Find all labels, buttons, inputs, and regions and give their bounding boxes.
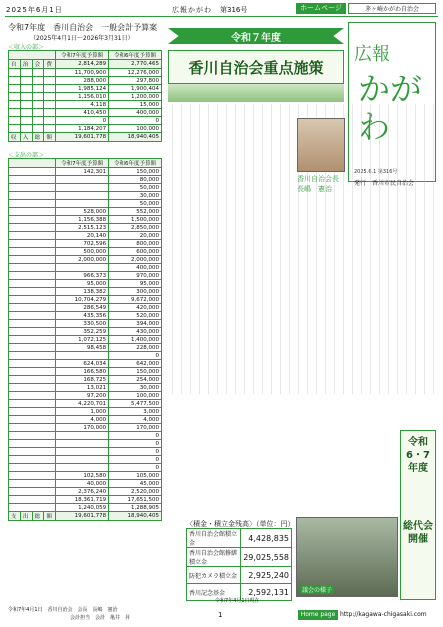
table-row (9, 232, 162, 240)
table-row (9, 248, 162, 256)
table-cell: 2,376,240 (56, 488, 109, 496)
newsletter-name: 広報かがわ (172, 6, 212, 14)
table-cell: 香川記念基金 (187, 584, 241, 601)
table-row (9, 360, 162, 368)
table-row (9, 480, 162, 488)
table-cell: 13,021 (56, 384, 109, 392)
budget-footnote-2: 会計担当 会計 亀井 昇 (70, 615, 131, 621)
table-cell: 702,596 (56, 240, 109, 248)
table-cell: 4,428,835 (241, 529, 292, 548)
table-row (9, 352, 162, 360)
table-cell: 1,156,388 (56, 216, 109, 224)
table-row (9, 125, 162, 133)
table-cell: 0 (109, 432, 162, 440)
table-cell (9, 344, 56, 352)
table-cell: 20,000 (109, 232, 162, 240)
table-cell (9, 232, 56, 240)
table-cell (9, 488, 56, 496)
budget-period: （2025年4月1日〜2026年3月31日） (30, 35, 134, 42)
table-cell: 642,000 (109, 360, 162, 368)
table-row (9, 440, 162, 448)
table-cell (9, 416, 56, 424)
table-cell: 0 (56, 117, 109, 125)
table-row (9, 456, 162, 464)
table-cell: 970,000 (109, 272, 162, 280)
table-cell: 出 (20, 512, 32, 521)
table-cell (44, 93, 56, 101)
table-cell (44, 117, 56, 125)
table-row (9, 504, 162, 512)
table-cell (9, 328, 56, 336)
table-cell: 0 (109, 440, 162, 448)
table-cell (9, 464, 56, 472)
table-cell: 4,000 (56, 416, 109, 424)
table-cell: 1,985,124 (56, 85, 109, 93)
table-cell: 50,000 (109, 184, 162, 192)
table-cell (56, 448, 109, 456)
table-cell: 9,672,000 (109, 296, 162, 304)
table-cell: 1,072,125 (56, 336, 109, 344)
table-cell: 自 (9, 60, 21, 69)
table-row (9, 272, 162, 280)
portrait-name: 長嶋 憲治 (297, 185, 332, 193)
table-cell: 4,118 (56, 101, 109, 109)
table-cell (9, 392, 56, 400)
portrait-role: 香川自治会長 (297, 175, 339, 183)
table-cell: 1,900,404 (109, 85, 162, 93)
table-cell: 治 (20, 60, 32, 69)
table-cell: 0 (109, 448, 162, 456)
table-cell (32, 93, 44, 101)
table-cell (56, 352, 109, 360)
table-cell (32, 69, 44, 77)
table-cell: 600,000 (109, 248, 162, 256)
homepage-site[interactable]: 茅ヶ崎かがわ自治会 (348, 3, 436, 14)
table-cell (44, 101, 56, 109)
table-cell: 286,549 (56, 304, 109, 312)
header-rule (5, 16, 438, 17)
footer-url[interactable]: http://kagawa-chigasaki.com (340, 611, 427, 618)
table-cell (56, 440, 109, 448)
table-cell (9, 208, 56, 216)
table-cell: 19,601,778 (56, 512, 109, 521)
table-cell: 105,000 (109, 472, 162, 480)
table-cell: 2,770,465 (109, 60, 162, 69)
table-row (9, 77, 162, 85)
masthead-logo: かがわ (358, 70, 423, 146)
table-cell: 435,356 (56, 312, 109, 320)
table-cell (20, 69, 32, 77)
table-cell: 総 (32, 512, 44, 521)
table-cell: 入 (20, 133, 32, 142)
table-cell: 0 (109, 352, 162, 360)
table-cell: 30,000 (109, 384, 162, 392)
table-cell: 1,400,000 (109, 336, 162, 344)
table-cell: 18,940,405 (109, 512, 162, 521)
table-cell (9, 320, 56, 328)
table-cell: 100,000 (109, 392, 162, 400)
table-cell: 2,925,240 (241, 567, 292, 584)
col-header: 令和6年度予算額 (109, 51, 162, 60)
table-row (9, 224, 162, 232)
table-cell (20, 85, 32, 93)
table-cell: 19,601,778 (56, 133, 109, 142)
table-row (9, 328, 162, 336)
table-cell (9, 432, 56, 440)
table-row (9, 168, 162, 176)
table-row (187, 548, 292, 567)
table-cell (9, 240, 56, 248)
table-row (9, 384, 162, 392)
table-cell (9, 264, 56, 272)
table-cell: 288,000 (56, 77, 109, 85)
table-cell (9, 168, 56, 176)
cityscape-illustration (168, 84, 344, 102)
table-cell: 1,156,010 (56, 93, 109, 101)
table-cell (56, 184, 109, 192)
table-cell (9, 440, 56, 448)
table-cell (9, 93, 21, 101)
table-cell: 1,240,059 (56, 504, 109, 512)
expense-table (8, 158, 162, 521)
table-cell: 97,200 (56, 392, 109, 400)
table-cell (9, 192, 56, 200)
col-header: 令和7年度予算額 (56, 51, 109, 60)
table-cell (9, 77, 21, 85)
table-cell (9, 456, 56, 464)
table-cell: 11,700,900 (56, 69, 109, 77)
page-number: 1 (218, 611, 223, 619)
homepage-tag[interactable]: ホームページ (296, 3, 346, 14)
table-cell (44, 85, 56, 93)
table-row (9, 448, 162, 456)
table-cell: 330,500 (56, 320, 109, 328)
table-cell (9, 256, 56, 264)
table-cell (9, 336, 56, 344)
table-cell: 80,000 (109, 176, 162, 184)
feature-headline: 香川自治会重点施策 (168, 50, 344, 84)
table-row (9, 240, 162, 248)
table-row (9, 85, 162, 93)
table-cell: 29,025,558 (241, 548, 292, 567)
table-cell (9, 69, 21, 77)
table-row (9, 408, 162, 416)
table-cell (20, 101, 32, 109)
table-cell: 18,361,719 (56, 496, 109, 504)
table-row (9, 336, 162, 344)
col-header: 令和6年度予算額 (109, 159, 162, 168)
table-row (9, 288, 162, 296)
table-cell: 0 (109, 464, 162, 472)
table-cell (9, 504, 56, 512)
table-cell (44, 125, 56, 133)
table-cell (44, 109, 56, 117)
col-header: 令和7年度予算額 (56, 159, 109, 168)
table-cell (56, 432, 109, 440)
table-cell (20, 125, 32, 133)
table-row (9, 101, 162, 109)
table-row (9, 464, 162, 472)
table-cell: 香川自治会館修繕積立金 (187, 548, 241, 567)
table-cell (9, 117, 21, 125)
table-cell (9, 496, 56, 504)
table-row (9, 368, 162, 376)
table-row (9, 60, 162, 69)
table-cell: 142,301 (56, 168, 109, 176)
table-cell (9, 184, 56, 192)
table-row (9, 216, 162, 224)
table-cell (9, 248, 56, 256)
table-row (9, 512, 162, 521)
table-row (9, 376, 162, 384)
table-cell (9, 448, 56, 456)
table-row (9, 208, 162, 216)
table-row (187, 567, 292, 584)
table-cell: 552,000 (109, 208, 162, 216)
table-cell: 2,850,000 (109, 224, 162, 232)
table-cell (56, 192, 109, 200)
table-row (9, 117, 162, 125)
table-cell: 20,140 (56, 232, 109, 240)
table-cell (9, 296, 56, 304)
table-cell (9, 125, 21, 133)
table-cell (9, 101, 21, 109)
table-cell: 費 (44, 60, 56, 69)
table-cell: 収 (9, 133, 21, 142)
table-cell (56, 176, 109, 184)
table-cell (32, 85, 44, 93)
masthead-publisher: 発行 香川市民自治会 (354, 180, 415, 187)
table-cell: 18,940,405 (109, 133, 162, 142)
table-cell: 420,000 (109, 304, 162, 312)
table-row (9, 264, 162, 272)
table-cell: 800,000 (109, 240, 162, 248)
table-cell (44, 77, 56, 85)
table-cell (9, 216, 56, 224)
table-cell (9, 384, 56, 392)
table-cell: 102,580 (56, 472, 109, 480)
table-row (9, 192, 162, 200)
table-cell (32, 117, 44, 125)
table-row (9, 392, 162, 400)
table-cell: 1,288,905 (109, 504, 162, 512)
table-cell: 香川自治会館積立金 (187, 529, 241, 548)
table-cell (9, 280, 56, 288)
table-cell (56, 200, 109, 208)
table-cell (9, 480, 56, 488)
table-cell: 2,520,000 (109, 488, 162, 496)
table-cell: 2,000,000 (56, 256, 109, 264)
table-cell: 17,651,500 (109, 496, 162, 504)
table-cell: 138,382 (56, 288, 109, 296)
table-cell (44, 69, 56, 77)
table-cell: 966,373 (56, 272, 109, 280)
table-cell (20, 93, 32, 101)
side-meeting: 総代会開催 (403, 521, 433, 545)
table-cell (56, 464, 109, 472)
table-cell: 400,000 (109, 109, 162, 117)
table-cell: 297,800 (109, 77, 162, 85)
table-row (9, 320, 162, 328)
table-row (9, 200, 162, 208)
table-cell (9, 352, 56, 360)
col-header (9, 51, 56, 60)
table-cell: 170,000 (109, 424, 162, 432)
table-cell: 額 (44, 133, 56, 142)
table-cell (9, 200, 56, 208)
table-cell: 95,000 (109, 280, 162, 288)
table-row (9, 344, 162, 352)
table-cell: 150,000 (109, 368, 162, 376)
table-cell: 1,200,000 (109, 93, 162, 101)
col-header (9, 159, 56, 168)
table-cell (32, 109, 44, 117)
table-cell: 624,034 (56, 360, 109, 368)
table-cell: 150,000 (109, 168, 162, 176)
table-cell: 95,000 (56, 280, 109, 288)
table-cell (20, 77, 32, 85)
table-cell (9, 472, 56, 480)
table-row (9, 69, 162, 77)
table-cell: 300,000 (109, 288, 162, 296)
table-cell: 支 (9, 512, 21, 521)
table-cell: 30,000 (109, 192, 162, 200)
table-cell: 15,000 (109, 101, 162, 109)
table-cell: 会 (32, 60, 44, 69)
issue-date: 2025年6月1日 (6, 6, 63, 14)
table-row (9, 93, 162, 101)
table-cell: 12,276,000 (109, 69, 162, 77)
table-row (9, 184, 162, 192)
table-cell (9, 85, 21, 93)
table-cell: 1,500,000 (109, 216, 162, 224)
income-table (8, 50, 162, 142)
photo-caption: 議会の様子 (302, 587, 333, 594)
table-cell: 520,000 (109, 312, 162, 320)
table-cell: 2,515,123 (56, 224, 109, 232)
table-cell: 500,000 (56, 248, 109, 256)
budget-title: 令和7年度 香川自治会 一般会計予算案 (8, 23, 158, 32)
table-cell: 防犯カメラ積立金 (187, 567, 241, 584)
feature-year: 令和７年度 (231, 33, 281, 44)
table-cell (9, 224, 56, 232)
table-cell: 1,000 (56, 408, 109, 416)
table-cell: 410,450 (56, 109, 109, 117)
table-cell (9, 368, 56, 376)
table-cell (56, 456, 109, 464)
table-row (9, 496, 162, 504)
expense-section-label: ＜支出の部＞ (8, 152, 45, 159)
table-cell: 528,000 (56, 208, 109, 216)
table-cell: 3,000 (109, 408, 162, 416)
table-cell (9, 272, 56, 280)
table-cell (9, 360, 56, 368)
masthead-small: 広報 (354, 44, 390, 65)
table-cell: 166,580 (56, 368, 109, 376)
table-row (9, 256, 162, 264)
table-cell: 総 (32, 133, 44, 142)
table-cell: 2,592,131 (241, 584, 292, 601)
table-cell: 430,000 (109, 328, 162, 336)
table-cell (9, 424, 56, 432)
table-row (9, 304, 162, 312)
table-cell (20, 117, 32, 125)
table-cell: 50,000 (109, 200, 162, 208)
table-cell: 10,704,279 (56, 296, 109, 304)
president-portrait (297, 118, 345, 172)
table-cell: 2,000,000 (109, 256, 162, 264)
issue-number: 第316号 (220, 6, 248, 14)
table-cell (32, 125, 44, 133)
table-row (9, 424, 162, 432)
table-cell: 254,000 (109, 376, 162, 384)
table-cell (9, 408, 56, 416)
table-cell (56, 264, 109, 272)
table-row (9, 472, 162, 480)
savings-note: 令和7年4月1日現在 (215, 598, 260, 604)
table-cell: 394,000 (109, 320, 162, 328)
table-cell: 4,000 (109, 416, 162, 424)
table-cell: 400,000 (109, 264, 162, 272)
table-row (9, 280, 162, 288)
table-cell: 1,184,207 (56, 125, 109, 133)
table-row (9, 432, 162, 440)
table-cell: 4,220,701 (56, 400, 109, 408)
table-row (9, 133, 162, 142)
table-cell: 0 (109, 456, 162, 464)
table-cell: 100,000 (109, 125, 162, 133)
table-cell: 352,259 (56, 328, 109, 336)
table-row (9, 176, 162, 184)
table-row (9, 416, 162, 424)
table-cell: 170,000 (56, 424, 109, 432)
table-row (9, 296, 162, 304)
table-cell (9, 376, 56, 384)
table-cell (9, 312, 56, 320)
table-cell: 45,000 (109, 480, 162, 488)
masthead-issue: 2025.6.1 第316号 (354, 169, 398, 175)
table-cell (20, 109, 32, 117)
table-cell (32, 77, 44, 85)
footer-homepage-tag[interactable]: Home page (298, 610, 338, 620)
table-cell (9, 288, 56, 296)
table-cell: 額 (44, 512, 56, 521)
table-cell: 0 (109, 117, 162, 125)
table-cell (32, 101, 44, 109)
table-cell (9, 400, 56, 408)
table-cell: 228,000 (109, 344, 162, 352)
table-cell (9, 109, 21, 117)
table-row (9, 488, 162, 496)
table-cell (9, 176, 56, 184)
table-row (9, 312, 162, 320)
table-row (9, 109, 162, 117)
savings-table (186, 528, 292, 601)
table-cell: 2,814,289 (56, 60, 109, 69)
table-cell (9, 304, 56, 312)
table-cell: 98,458 (56, 344, 109, 352)
income-section-label: ＜収入の部＞ (8, 44, 45, 51)
side-year: 令和6・7年度 (406, 437, 430, 474)
table-cell: 5,477,500 (109, 400, 162, 408)
table-row (187, 529, 292, 548)
budget-footnote: 令和7年4月1日 香川自治会 会長 長嶋 憲治 (8, 607, 118, 613)
table-row (9, 400, 162, 408)
savings-title: 〈積金・積立金残高〉（単位：円） (186, 520, 295, 528)
table-cell: 168,725 (56, 376, 109, 384)
table-cell: 40,000 (56, 480, 109, 488)
